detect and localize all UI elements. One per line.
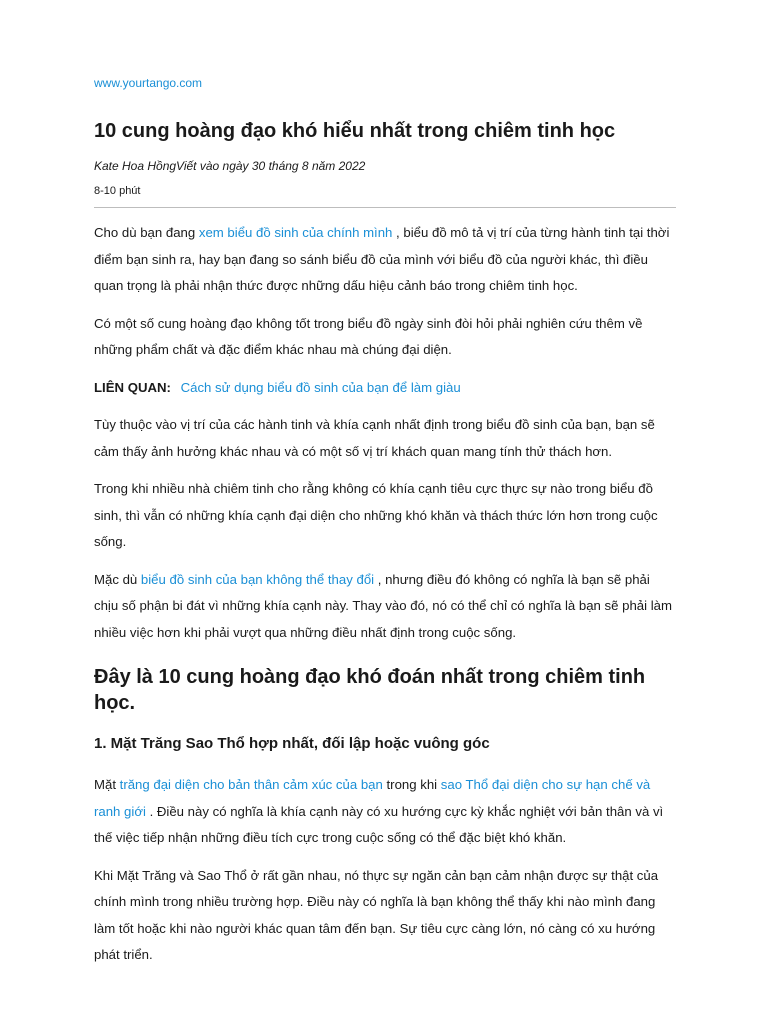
article-byline: Kate Hoa HồngViết vào ngày 30 tháng 8 năm 2022 [94,159,366,173]
paragraph-text: , nhưng điều đó không có nghĩa là bạn sẽ phải chịu số phận bi đát vì những khía cạnh này. Thay vào đó, nó có thể chỉ có nghĩa là bạn sẽ phải làm nhiều việc hơn khi phải vượt qua những điều nhất định trong cuộc sống. [94,571,672,640]
divider [94,207,676,208]
related-block [94,375,676,402]
source-link[interactable]: www.yourtango.com [94,76,203,90]
paragraph-text: , biểu đồ mô tả vị trí của từng hành tinh tại thời điểm bạn sinh ra, hay bạn đang so sánh biểu đồ của mình với biểu đồ của người khác, thì điều quan trọng là phải nhận thức được những dấu hiệu cảnh báo trong chiêm tinh học. [94,225,670,293]
unchangeable-chart-link[interactable]: biểu đồ sinh của bạn không thể thay đổi [140,571,375,587]
paragraph-text: . Điều này có nghĩa là khía cạnh này có xu hướng cực kỳ khắc nghiệt với bản thân và vì thế việc tiếp nhận những điều tích cực trong cuộc sống có thể đặc biệt khó khăn. [94,803,664,845]
subsection-heading: 1. Mặt Trăng Sao Thổ hợp nhất, đối lập hoặc vuông góc [94,735,490,752]
saturn-link[interactable]: sao Thổ đại diện cho sự hạn chế và ranh giới [94,777,651,819]
paragraph-astrologers: Trong khi nhiều nhà chiêm tinh cho rằng không có khía cạnh tiêu cực thực sự nào trong biểu đồ sinh, thì vẫn có những khía cạnh đại diện cho những khó khăn và thách thức lớn hơn trong cuộc sống. [94,481,658,549]
paragraph-text: Mặc dù [94,571,141,587]
paragraph-text: trong khi [382,777,441,792]
paragraph-signs: Có một số cung hoàng đạo không tốt trong biểu đồ ngày sinh đòi hỏi phải nghiên cứu thêm về những phẩm chất và đặc điểm khác nhau mà chúng đại diện. [94,315,643,357]
paragraph-text: Mặt [94,777,120,792]
paragraph-fate [94,567,676,647]
paragraph-positions: Tùy thuộc vào vị trí của các hành tinh và khía cạnh nhất định trong biểu đồ sinh của bạn, bạn sẽ cảm thấy ảnh hưởng khác nhau và có một số vị trí khách quan mang tính thử thách hơn. [94,417,655,459]
read-time: 8-10 phút [94,185,141,197]
related-link[interactable]: Cách sử dụng biểu đồ sinh của bạn để làm giàu [180,379,461,395]
paragraph-text: Cho dù bạn đang [94,225,199,240]
paragraph-close-aspect: Khi Mặt Trăng và Sao Thổ ở rất gần nhau, nó thực sự ngăn cản bạn cảm nhận được sự thật của chính mình trong nhiều trường hợp. Điều này có nghĩa là bạn không thể thấy khi nào mình đang làm tốt hoặc khi nào người khác quan tâm đến bạn. Sự tiêu cực càng lớn, nó càng có xu hướng phát triển. [94,867,659,962]
paragraph-intro [94,220,676,300]
article-title: 10 cung hoàng đạo khó hiểu nhất trong chiêm tinh học [94,120,616,142]
birth-chart-link[interactable]: xem biểu đồ sinh của chính mình [198,225,393,240]
paragraph-moon-saturn [94,772,676,852]
related-label: LIÊN QUAN: [94,379,171,395]
moon-link[interactable]: trăng đại diện cho bản thân cảm xúc của bạn [119,777,383,792]
section-heading: Đây là 10 cung hoàng đạo khó đoán nhất trong chiêm tinh học. [94,666,646,714]
